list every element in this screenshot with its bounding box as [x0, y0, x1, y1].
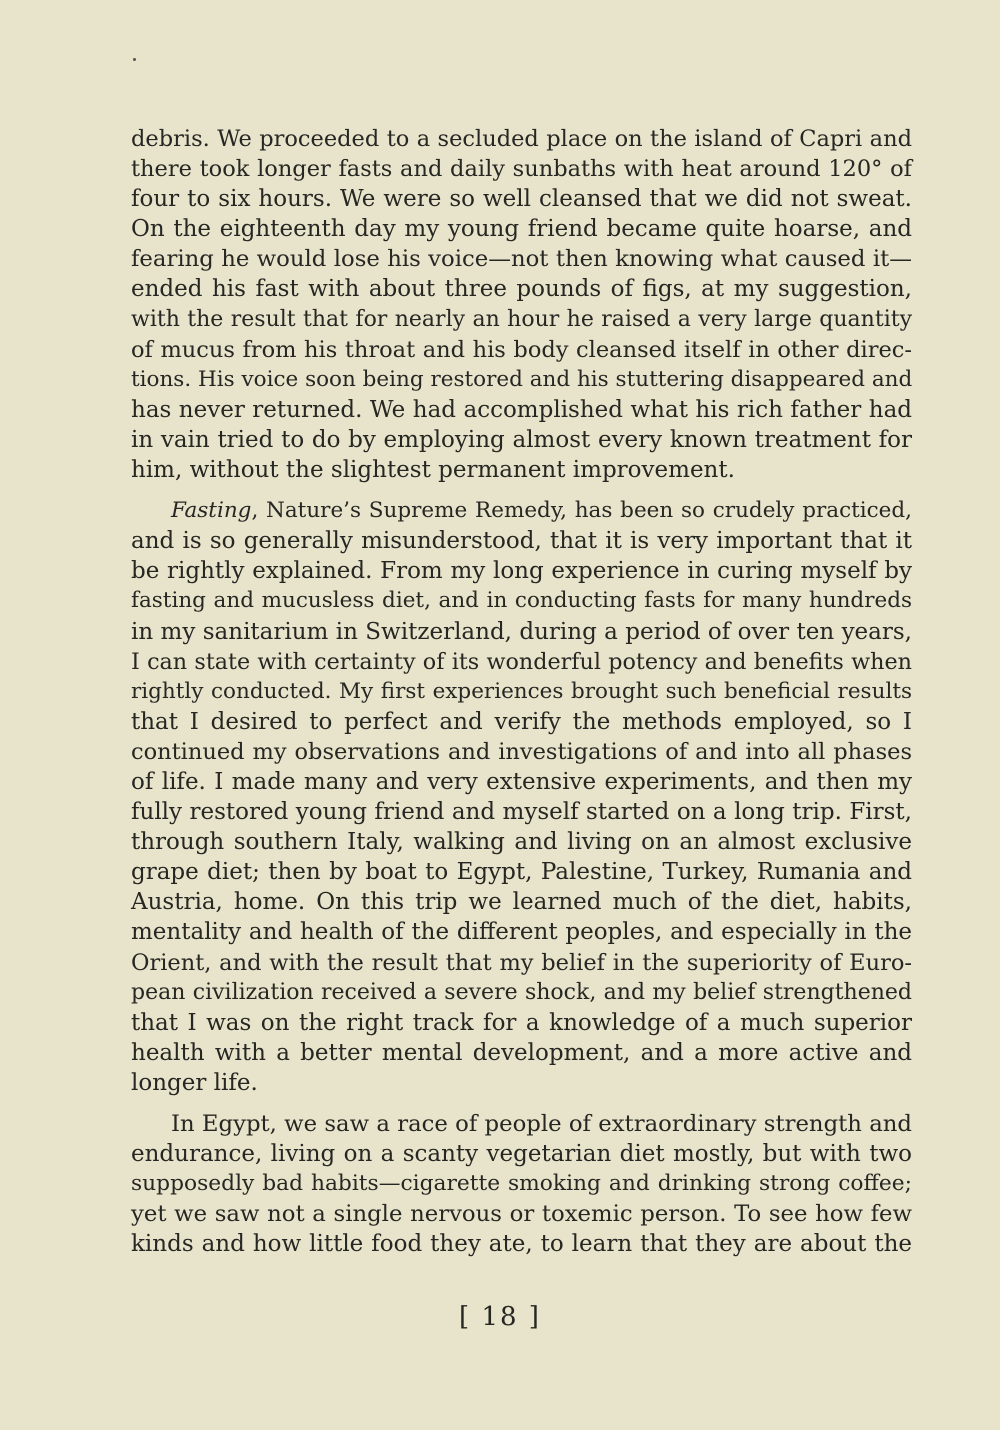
- text-line: [131, 617, 912, 647]
- text-line: [131, 1229, 912, 1259]
- text-segment: has never returned. We had accomplished what his rich father had: [131, 396, 912, 423]
- text-segment: grape diet; then by boat to Egypt, Palestine, Turkey, Rumania and: [131, 859, 912, 886]
- text-segment: health with a better mental development, and a more active and: [131, 1039, 912, 1066]
- body-text: [131, 124, 912, 1259]
- text-line: [131, 797, 912, 827]
- stray-mark: [133, 58, 136, 61]
- text-segment: yet we saw not a single nervous or toxemic person. To see how few: [131, 1201, 912, 1228]
- text-segment: kinds and how little food they ate, to learn that they are about the: [131, 1231, 912, 1258]
- text-segment: that I desired to perfect and verify the methods employed, so I: [131, 708, 912, 735]
- text-line: [131, 305, 912, 335]
- text-segment: In Egypt, we saw a race of people of extraordinary strength and: [171, 1111, 912, 1137]
- text-line: [131, 1068, 912, 1098]
- text-segment: pean civilization received a severe shock, and my belief strengthened: [131, 979, 912, 1005]
- text-segment: I can state with certainty of its wonderful potency and benefits when: [131, 648, 912, 675]
- text-segment: through southern Italy, walking and living on an almost exclusive: [131, 829, 912, 856]
- text-line: [131, 425, 912, 455]
- text-line: [131, 917, 912, 947]
- text-line: [131, 1008, 912, 1038]
- text-line: [131, 184, 912, 214]
- text-line: [131, 647, 912, 677]
- text-line: [131, 124, 912, 154]
- text-line: [131, 857, 912, 887]
- text-segment: in vain tried to do by employing almost every known treatment for: [131, 426, 912, 453]
- text-line: [131, 767, 912, 797]
- text-segment: with the result that for nearly an hour he raised a very large quantity: [131, 306, 912, 332]
- text-segment: rightly conducted. My first experiences brought such beneficial results: [131, 678, 912, 704]
- text-segment: fully restored young friend and myself started on a long trip. First,: [131, 799, 912, 826]
- text-line: [131, 526, 912, 556]
- italic-text: Fasting: [171, 498, 252, 524]
- text-line: [131, 978, 912, 1008]
- text-line: [131, 707, 912, 737]
- text-line: [131, 455, 912, 485]
- text-segment: and is so generally misunderstood, that it is very important that it: [131, 528, 912, 555]
- text-segment: fearing he would lose his voice—not then knowing what caused it—: [131, 246, 912, 273]
- text-line: [131, 1169, 912, 1199]
- text-segment: fasting and mucusless diet, and in conducting fasts for many hundreds: [131, 588, 912, 614]
- text-segment: him, without the slightest permanent improvement.: [131, 457, 735, 484]
- text-line: [131, 365, 912, 395]
- text-segment: mentality and health of the different peoples, and especially in the: [131, 919, 912, 946]
- text-line: [131, 556, 912, 586]
- text-segment: debris. We proceeded to a secluded place on the island of Capri and: [131, 126, 912, 152]
- paragraph-gap: [131, 485, 912, 496]
- text-line: [131, 586, 912, 616]
- text-segment: tions. His voice soon being restored and his stuttering disappeared and: [131, 366, 913, 392]
- text-line: [131, 244, 912, 274]
- text-line: [131, 948, 912, 978]
- text-line: [131, 737, 912, 767]
- text-segment: in my sanitarium in Switzerland, during a period of over ten years,: [131, 618, 912, 645]
- text-segment: ended his fast with about three pounds of figs, at my suggestion,: [131, 276, 912, 303]
- text-line: [131, 1199, 912, 1229]
- text-line: [131, 827, 912, 857]
- text-line: [131, 496, 912, 526]
- text-segment: Austria, home. On this trip we learned much of the diet, habits,: [131, 889, 912, 916]
- text-line: [131, 1109, 912, 1139]
- text-segment: that I was on the right track for a knowledge of a much superior: [131, 1009, 912, 1036]
- text-line: [131, 1038, 912, 1068]
- text-segment: supposedly bad habits—cigarette smoking and drinking strong coffee;: [131, 1171, 912, 1197]
- text-segment: there took longer fasts and daily sunbaths with heat around 120° of: [131, 156, 912, 183]
- page-number: [ 18 ]: [459, 1302, 541, 1332]
- text-line: [131, 395, 912, 425]
- text-line: [131, 214, 912, 244]
- text-line: [131, 154, 912, 184]
- text-segment: , Nature’s Supreme Remedy, has been so crudely practiced,: [251, 498, 912, 524]
- text-segment: On the eighteenth day my young friend became quite hoarse, and: [131, 216, 912, 243]
- text-line: [131, 1139, 912, 1169]
- text-segment: of mucus from his throat and his body cleansed itself in other direc-: [131, 336, 912, 363]
- text-segment: endurance, living on a scanty vegetarian diet mostly, but with two: [131, 1141, 912, 1168]
- text-line: [131, 677, 912, 707]
- text-segment: be rightly explained. From my long experience in curing myself by: [131, 558, 912, 585]
- paragraph-gap: [131, 1098, 912, 1109]
- text-segment: continued my observations and investigations of and into all phases: [131, 738, 912, 765]
- text-line: [131, 335, 912, 365]
- text-segment: longer life.: [131, 1069, 258, 1096]
- text-segment: Orient, and with the result that my belief in the superiority of Euro-: [131, 949, 912, 976]
- text-segment: four to six hours. We were so well cleansed that we did not sweat.: [131, 186, 912, 213]
- text-line: [131, 274, 912, 304]
- text-line: [131, 887, 912, 917]
- text-segment: of life. I made many and very extensive experiments, and then my: [131, 768, 912, 795]
